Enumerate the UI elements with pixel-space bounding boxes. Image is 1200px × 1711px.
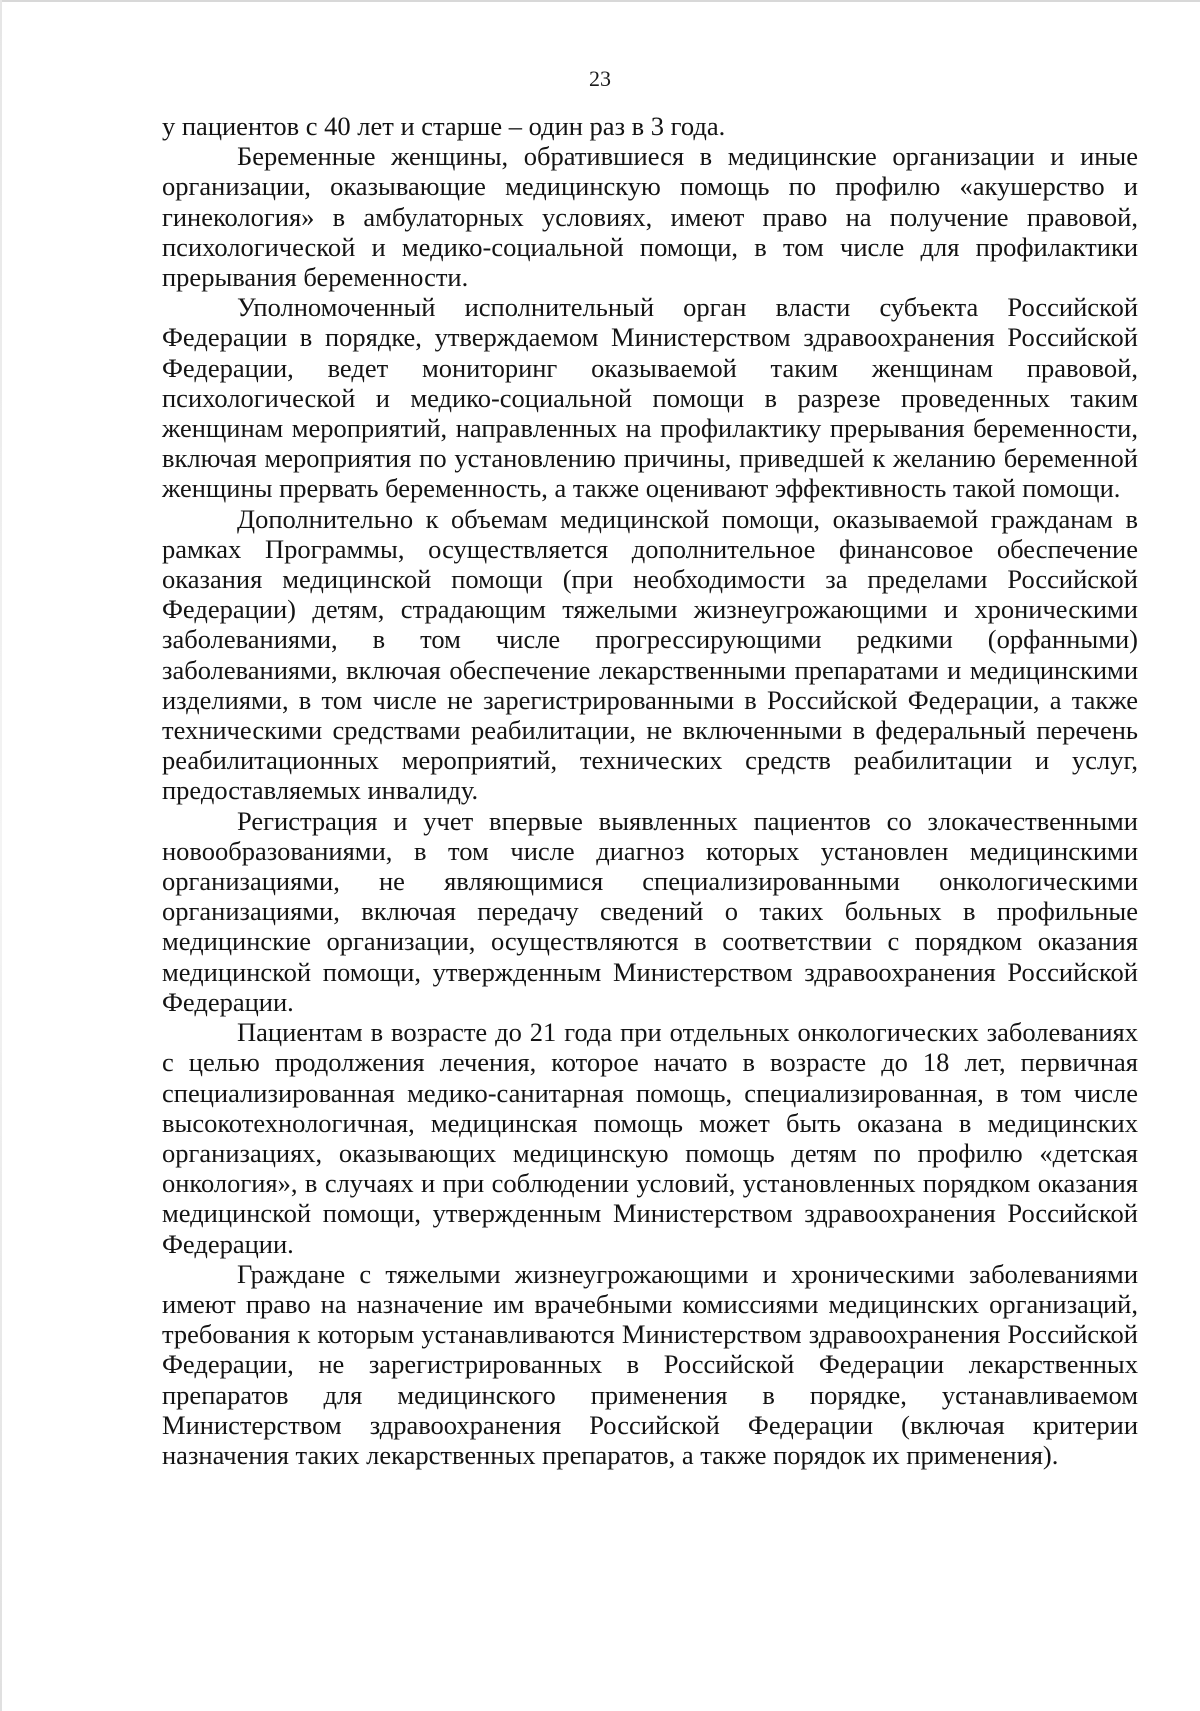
paragraph-unregistered-drugs: Граждане с тяжелыми жизнеугрожающими и хроническими заболеваниями имеют право на назначение им врачебными комиссиями медицинских организаций, требования к которым устанавливаются Министерством здравоохранения Российской Федерации, не зарегистрированных в Российской Федерации лекарственных препаратов для медицинского применения в порядке, устанавливаемом Министерством здравоохранения Российской Федерации (включая критерии назначения таких лекарственных препаратов, а также порядок их применения). — [162, 1258, 1138, 1470]
scan-edge-top — [0, 0, 1200, 2]
page-number: 23 — [589, 66, 611, 91]
paragraph-oncology-registration: Регистрация и учет впервые выявленных пациентов со злокачественными новообразованиями, в том числе диагноз которых установлен медицинскими организациями, не являющимися специализированными онкологическими организациями, включая передачу сведений о таких больных в профильные медицинские организации, осуществляются в соответствии с порядком оказания медицинской помощи, утвержденным Министерством здравоохранения Российской Федерации. — [162, 805, 1138, 1017]
paragraph-additional-financing: Дополнительно к объемам медицинской помощи, оказываемой гражданам в рамках Программы, осуществляется дополнительное финансовое обеспечение оказания медицинской помощи (при необходимости за пределами Российской Федерации) детям, страдающим тяжелыми жизнеугрожающими и хроническими заболеваниями, в том числе прогрессирующими редкими (орфанными) заболеваниями, включая обеспечение лекарственными препаратами и медицинскими изделиями, в том числе не зарегистрированными в Российской Федерации, а также техническими средствами реабилитации, не включенными в федеральный перечень реабилитационных мероприятий, технических средств реабилитации и услуг, предоставляемых инвалиду. — [162, 503, 1138, 806]
paragraph-continuation: у пациентов с 40 лет и старше – один раз в 3 года. — [162, 111, 726, 141]
scan-edge-left — [0, 0, 2, 1711]
body-text — [162, 111, 1138, 1470]
paragraph-oncology-under-21: Пациентам в возрасте до 21 года при отдельных онкологических заболеваниях с целью продолжения лечения, которое начато в возрасте до 18 лет, первичная специализированная медико-санитарная помощь, специализированная, в том числе высокотехнологичная, медицинская помощь может быть оказана в медицинских организациях, оказывающих медицинскую помощь детям по профилю «детская онкология», в случаях и при соблюдении условий, установленных порядком оказания медицинской помощи, утвержденным Министерством здравоохранения Российской Федерации. — [162, 1017, 1138, 1259]
paragraph-monitoring: Уполномоченный исполнительный орган власти субъекта Российской Федерации в порядке, утверждаемом Министерством здравоохранения Российской Федерации, ведет мониторинг оказываемой таким женщинам правовой, психологической и медико-социальной помощи в разрезе проведенных таким женщинам мероприятий, направленных на профилактику прерывания беременности, включая мероприятия по установлению причины, приведшей к желанию беременной женщины прервать беременность, а также оценивают эффективность такой помощи. — [162, 292, 1138, 504]
paragraph-pregnant-women-support: Беременные женщины, обратившиеся в медицинские организации и иные организации, оказывающие медицинскую помощь по профилю «акушерство и гинекология» в амбулаторных условиях, имеют право на получение правовой, психологической и медико-социальной помощи, в том числе для профилактики прерывания беременности. — [162, 141, 1138, 293]
